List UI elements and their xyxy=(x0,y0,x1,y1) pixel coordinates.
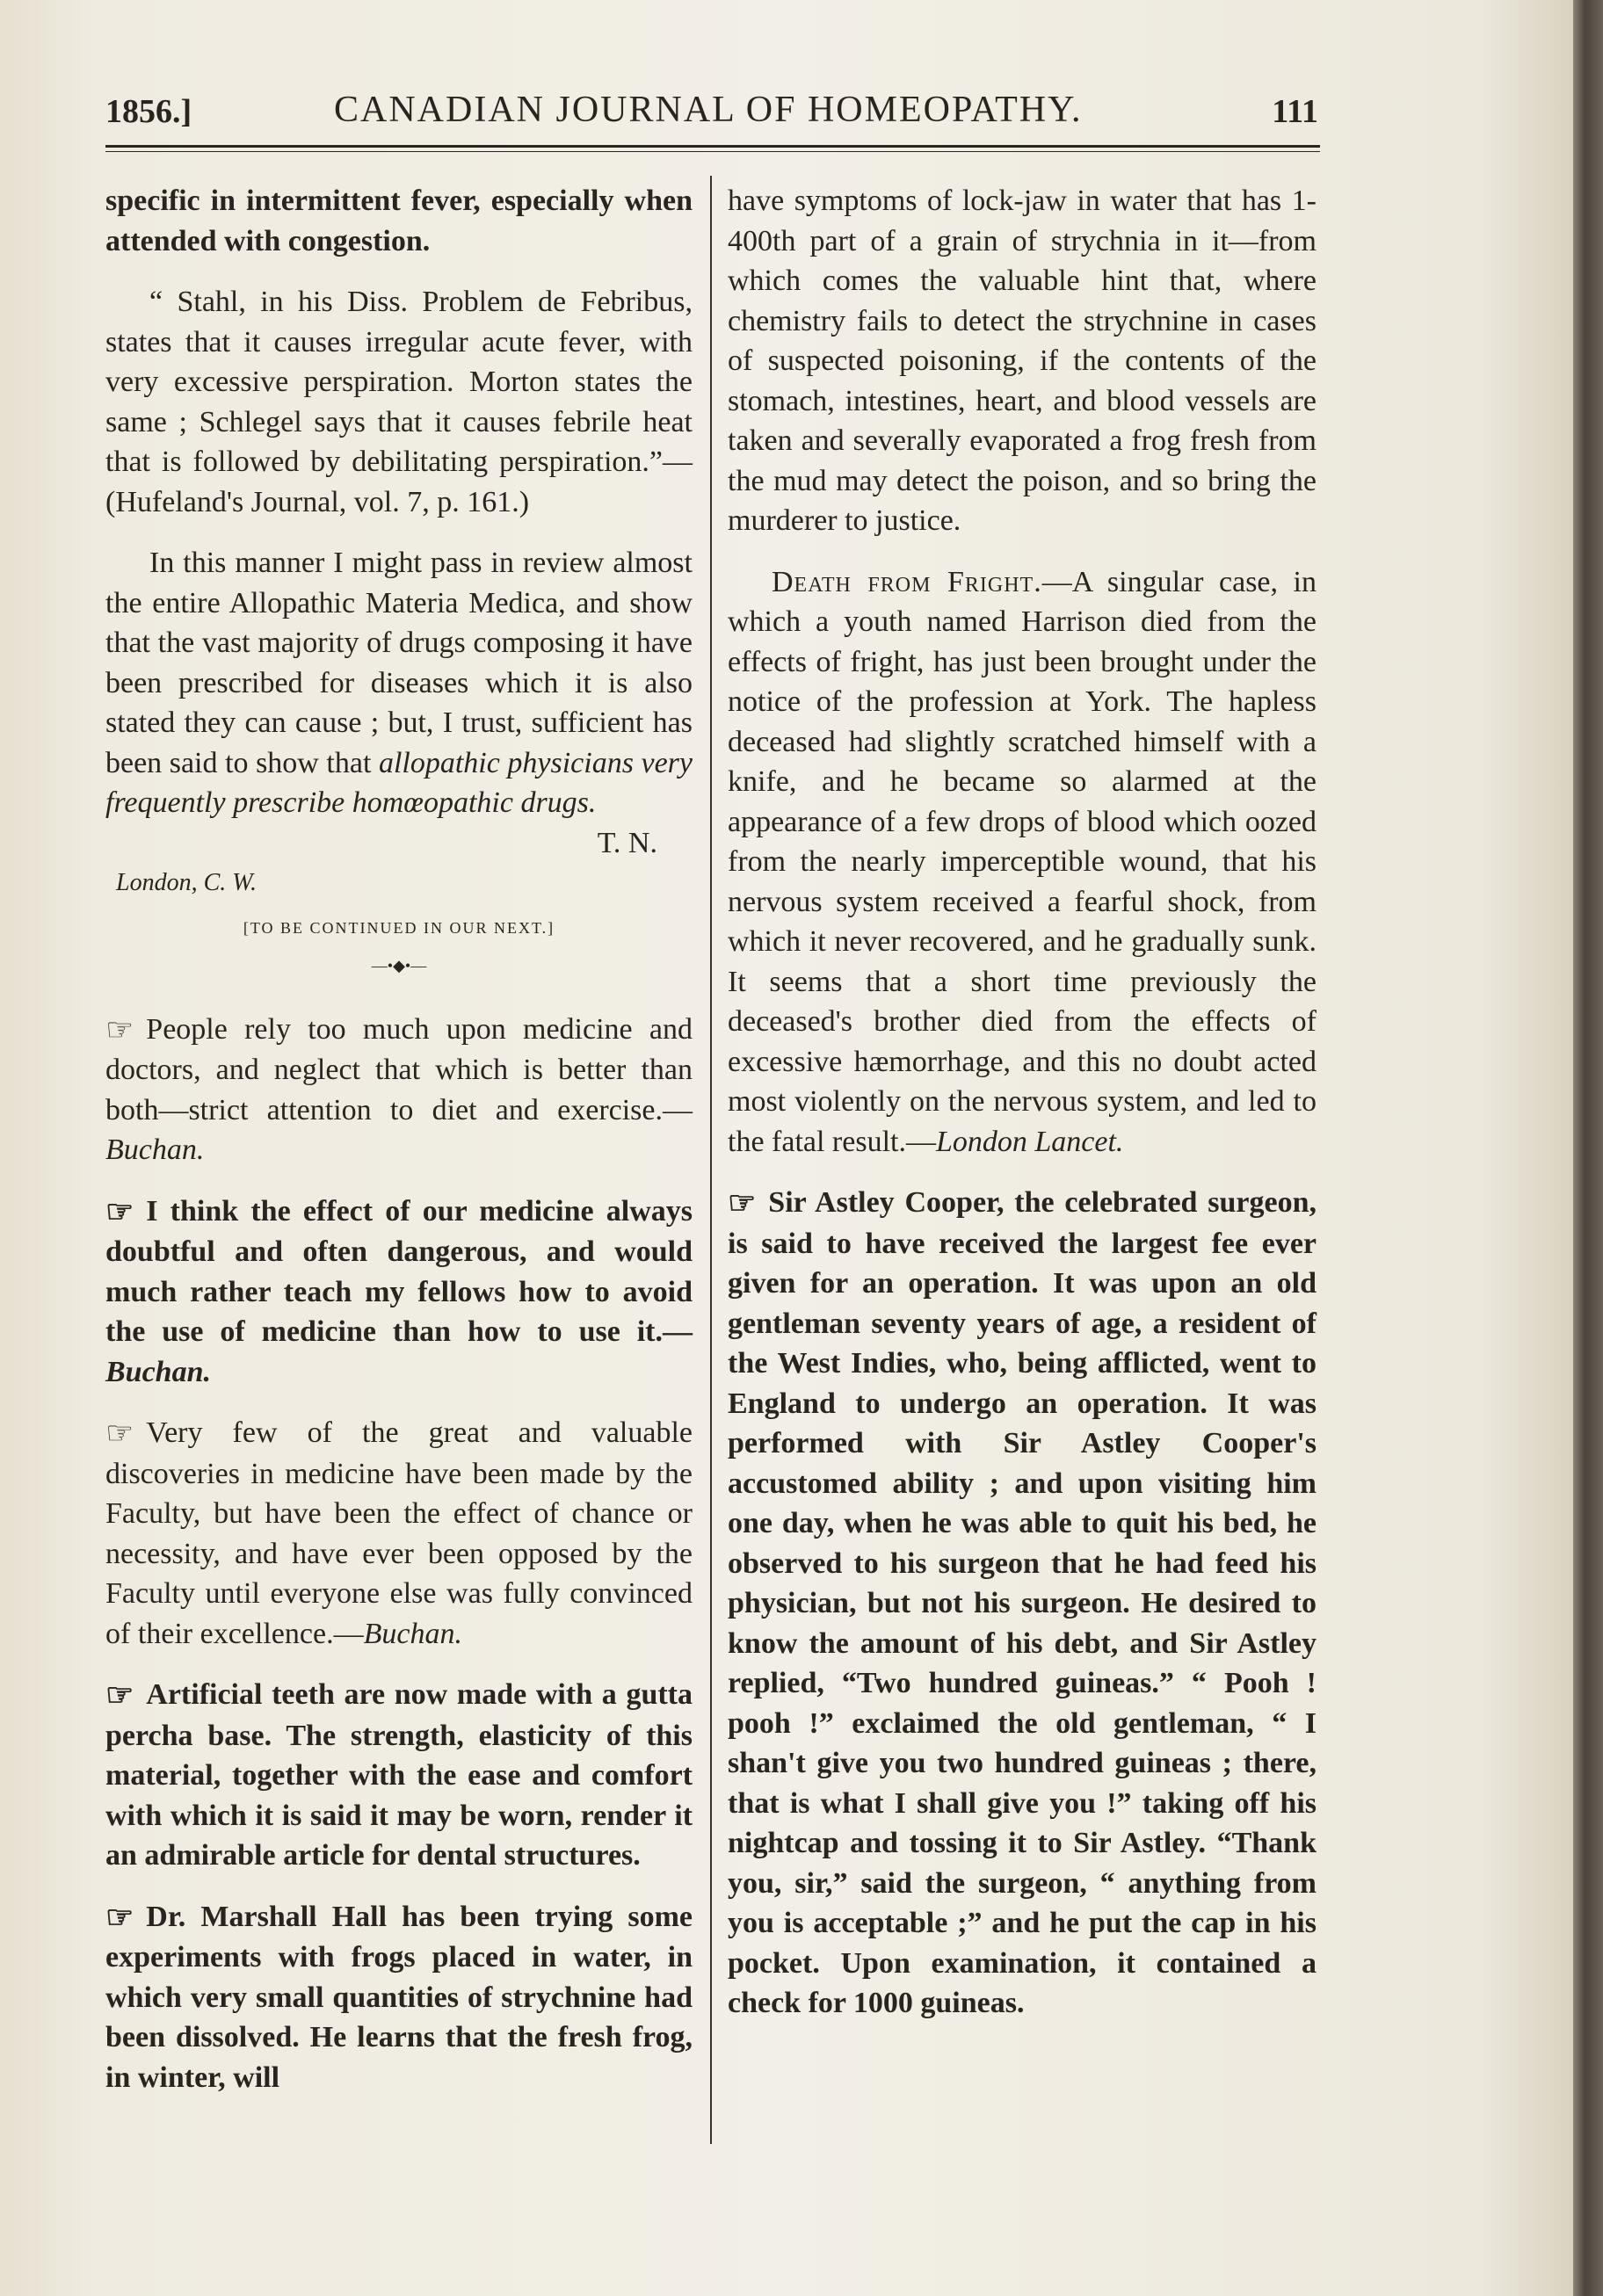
book-spine-edge xyxy=(1573,0,1603,2296)
paragraph-text: —A singular case, in which a youth named Harrison died from the effects of fright, has just been brought under the notice of the profession at York. The hapless deceased had slightly scratched himself with a knife, and he became so alarmed at the appearance of a few drops of blood which oozed from the nearly imperceptible wound, that his nervous system received a fearful shock, from which it never recovered, and he gradually sunk. It seems that a short time previously the deceased's brother died from the effects of excessive hæmorrhage, and this no doubt acted most violently on the nervous system, and led to the fatal result.— xyxy=(728,565,1316,1158)
byline: London, C. W. xyxy=(116,869,257,896)
note-item xyxy=(105,1413,693,1654)
header-rule xyxy=(105,145,1320,152)
paragraph-text: In this manner I might pass in review almost the entire Allopathic Materia Medica, and show that the vast majority of drugs composing it have been prescribed for diseases which it is also stated they can cause ; but, I trust, sufficient has been said to show that xyxy=(105,547,693,779)
note-item xyxy=(105,1010,693,1170)
page-number: 111 xyxy=(1272,93,1318,130)
section-heading: Death from Fright. xyxy=(772,565,1042,598)
note-text: I think the effect of our medicine always doubtful and often dangerous, and would much rather teach my fellows how to avoid the use of medicine than how to use it.— xyxy=(105,1194,693,1348)
author-initials: T. N. xyxy=(597,826,657,859)
pointing-hand-icon: ☞ xyxy=(105,1193,134,1229)
pointing-hand-icon: ☞ xyxy=(105,1416,134,1451)
note-text: Very few of the great and valuable discoveries in medicine have been made by the Faculty, but have been the effect of chance or necessity, and have ever been opposed by the Faculty until everyone else was fully convinced of their excellence.— xyxy=(105,1416,693,1650)
paragraph: specific in intermittent fever, especially when attended with congestion. xyxy=(105,185,693,257)
note-source: Buchan. xyxy=(363,1617,462,1650)
pointing-hand-icon: ☞ xyxy=(105,1677,134,1713)
emphasis-text: allopathic physicians very frequently prescribe homœopathic drugs. xyxy=(105,746,693,819)
paragraph: “ Stahl, in his Diss. Problem de Febribus, states that it causes irregular acute fever, with very excessive perspiration. Morton states the same ; Schlegel says that it causes febrile heat that is followed by debilitating perspiration.”—(Hufeland's Journal, vol. 7, p. 161.) xyxy=(105,286,693,518)
left-column xyxy=(105,181,693,2119)
pointing-hand-icon: ☞ xyxy=(105,1899,134,1935)
paragraph xyxy=(728,562,1316,1162)
note-text: Artificial teeth are now made with a gutta percha base. The strength, elasticity of this material, together with the ease and comfort with which it is said it may be worn, render it an admirable article for dental structures. xyxy=(105,1678,693,1872)
paragraph xyxy=(105,543,693,823)
source-citation: London Lancet. xyxy=(935,1125,1124,1158)
header-date: 1856.] xyxy=(105,93,192,130)
note-item xyxy=(105,1191,693,1393)
ornament: —•◆•— xyxy=(371,957,427,974)
note-text: Dr. Marshall Hall has been trying some experiments with frogs placed in water, in which very small quantities of strychnine had been dissolved. He learns that the fresh frog, in winter, will xyxy=(105,1900,693,2094)
note-item xyxy=(105,1897,693,2098)
note-item xyxy=(105,1675,693,1876)
right-column xyxy=(728,181,1316,2045)
note-text: People rely too much upon medicine and doctors, and neglect that which is better than both—strict attention to diet and exercise.— xyxy=(105,1012,693,1126)
continued-notice: [TO BE CONTINUED IN OUR NEXT.] xyxy=(243,918,555,937)
note-source: Buchan. xyxy=(105,1134,205,1166)
journal-title: CANADIAN JOURNAL OF HOMEOPATHY. xyxy=(334,90,1083,130)
note-text: Sir Astley Cooper, the celebrated surgeon, is said to have received the largest fee ever given for an operation. It was upon an old gentleman seventy years of age, a resident of the West Indies, who, being afflicted, went to England to undergo an operation. It was performed with Sir Astley Cooper's accustomed ability ; and upon visiting him one day, when he was able to quit his bed, he observed to his surgeon that he had feed his physician, but not his surgeon. He desired to know the amount of his debt, and Sir Astley replied, “Two hundred guineas.” “ Pooh ! pooh !” exclaimed the old gentleman, “ I shan't give you two hundred guineas ; there, that is what I shall give you !” taking off his nightcap and tossing it to Sir Astley. “Thank you, sir,” said the surgeon, “ anything from you is acceptable ;” and he put the cap in his pocket. Upon examination, it contained a check for 1000 guineas. xyxy=(728,1186,1316,2019)
pointing-hand-icon: ☞ xyxy=(105,1011,134,1047)
column-divider xyxy=(710,176,712,2144)
paragraph: have symptoms of lock-jaw in water that has 1-400th part of a grain of strychnia in it—from which comes the valuable hint that, where chemistry fails to detect the strychnine in cases of suspected poisoning, if the contents of the stomach, intestines, heart, and blood vessels are taken and severally evaporated a frog fresh from the mud may detect the poison, and so bring the murderer to justice. xyxy=(728,185,1316,537)
signature-line xyxy=(105,823,693,864)
running-header xyxy=(105,83,1318,136)
note-source: Buchan. xyxy=(105,1355,211,1388)
pointing-hand-icon: ☞ xyxy=(728,1185,757,1220)
note-item xyxy=(728,1183,1316,2024)
